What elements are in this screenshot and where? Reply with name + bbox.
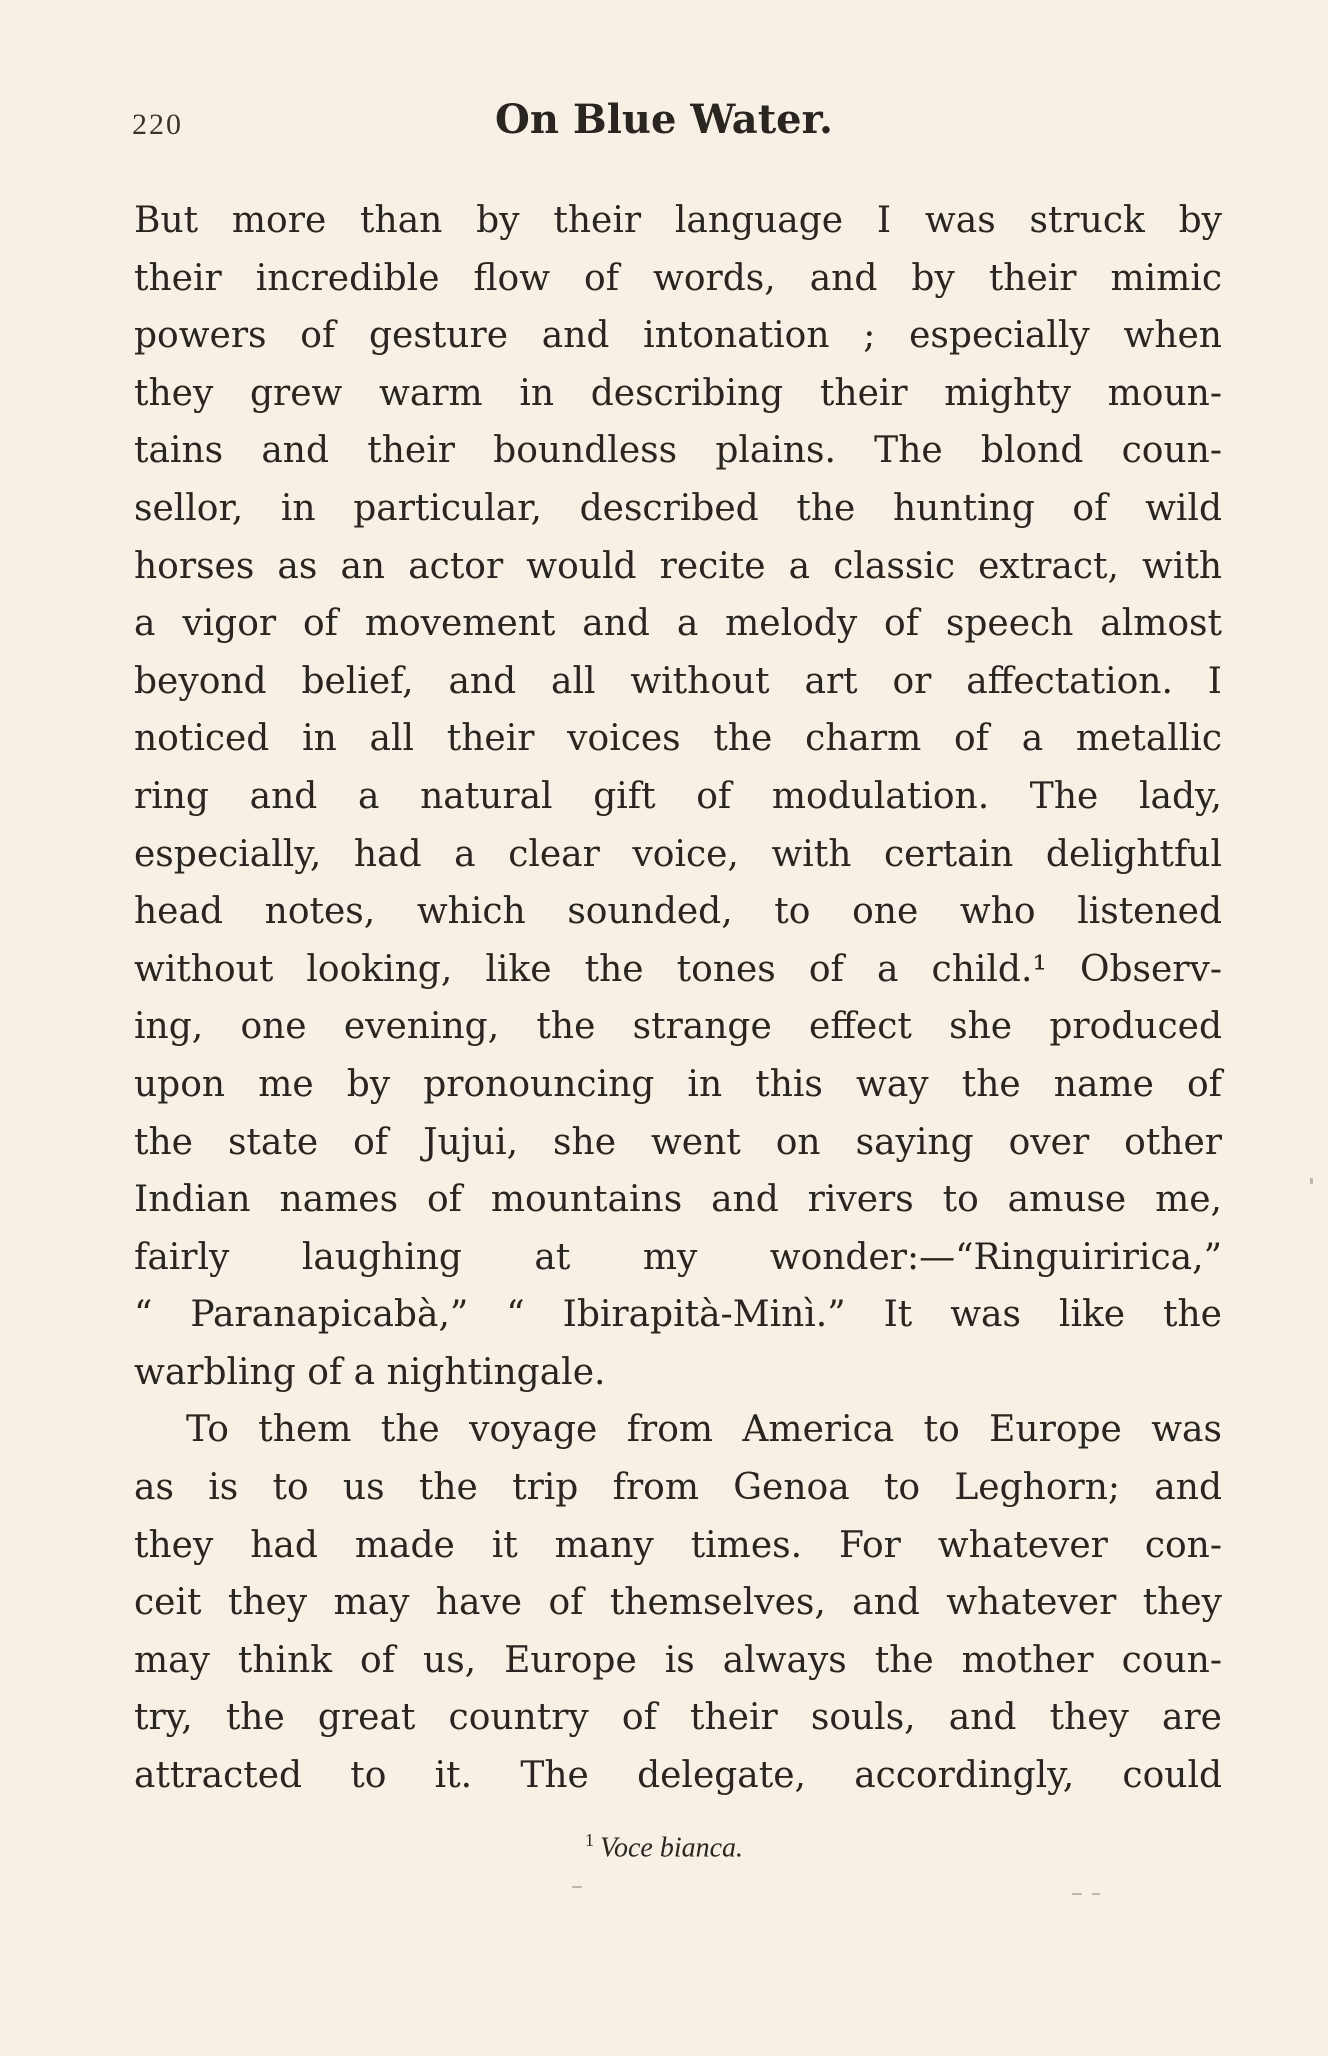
footnote-marker: 1 (584, 1830, 594, 1850)
text-line: horses as an actor would recite a classic extract, with (134, 545, 1222, 587)
running-title: On Blue Water. (495, 96, 833, 143)
text-line: “ Paranapicabà,” “ Ibirapità-Minì.” It was like the (134, 1294, 1222, 1336)
text-line: may think of us, Europe is always the mother coun- (134, 1639, 1222, 1681)
paper-speck (1310, 1178, 1313, 1184)
text-line: ing, one evening, the strange effect she produced (134, 1006, 1222, 1048)
text-line: tains and their boundless plains. The blond coun- (134, 430, 1222, 472)
text-line: sellor, in particular, described the hunting of wild (134, 487, 1222, 529)
text-line: fairly laughing at my wonder:—“Ringuiririca,” (134, 1236, 1222, 1278)
text-line: the state of Jujui, she went on saying over other (134, 1121, 1222, 1163)
text-line: they grew warm in describing their mighty moun- (134, 372, 1222, 414)
text-line: ceit they may have of themselves, and whatever they (134, 1582, 1222, 1624)
text-line: beyond belief, and all without art or affectation. I (134, 660, 1222, 702)
text-line: warbling of a nightingale. (134, 1351, 606, 1393)
text-line: without looking, like the tones of a child.¹ Observ- (134, 948, 1222, 990)
text-line: they had made it many times. For whatever con- (134, 1524, 1222, 1566)
text-line: But more than by their language I was struck by (134, 200, 1222, 241)
text-line: ring and a natural gift of modulation. The lady, (134, 775, 1222, 817)
text-line: noticed in all their voices the charm of a metallic (134, 718, 1222, 760)
paper-speck (572, 1886, 582, 1888)
text-line: Indian names of mountains and rivers to amuse me, (134, 1179, 1222, 1221)
text-line: To them the voyage from America to Europe was (186, 1409, 1222, 1451)
footnote (0, 1830, 1328, 1864)
paper-speck (1092, 1893, 1100, 1895)
text-line: attracted to it. The delegate, accordingly, could (134, 1755, 1222, 1797)
paper-speck (1072, 1893, 1082, 1895)
text-line: their incredible flow of words, and by their mimic (134, 257, 1222, 299)
footnote-text: Voce bianca. (599, 1832, 744, 1864)
text-line: try, the great country of their souls, and they are (134, 1697, 1222, 1739)
text-line: especially, had a clear voice, with certain delightful (134, 833, 1222, 875)
text-line: head notes, which sounded, to one who listened (134, 891, 1222, 933)
text-line: as is to us the trip from Genoa to Leghorn; and (134, 1467, 1222, 1509)
text-line: powers of gesture and intonation ; especially when (134, 315, 1222, 357)
page-number: 220 (132, 108, 183, 141)
text-line: a vigor of movement and a melody of speech almost (134, 603, 1222, 645)
text-line: upon me by pronouncing in this way the name of (134, 1063, 1222, 1105)
body-text (134, 192, 1222, 1805)
